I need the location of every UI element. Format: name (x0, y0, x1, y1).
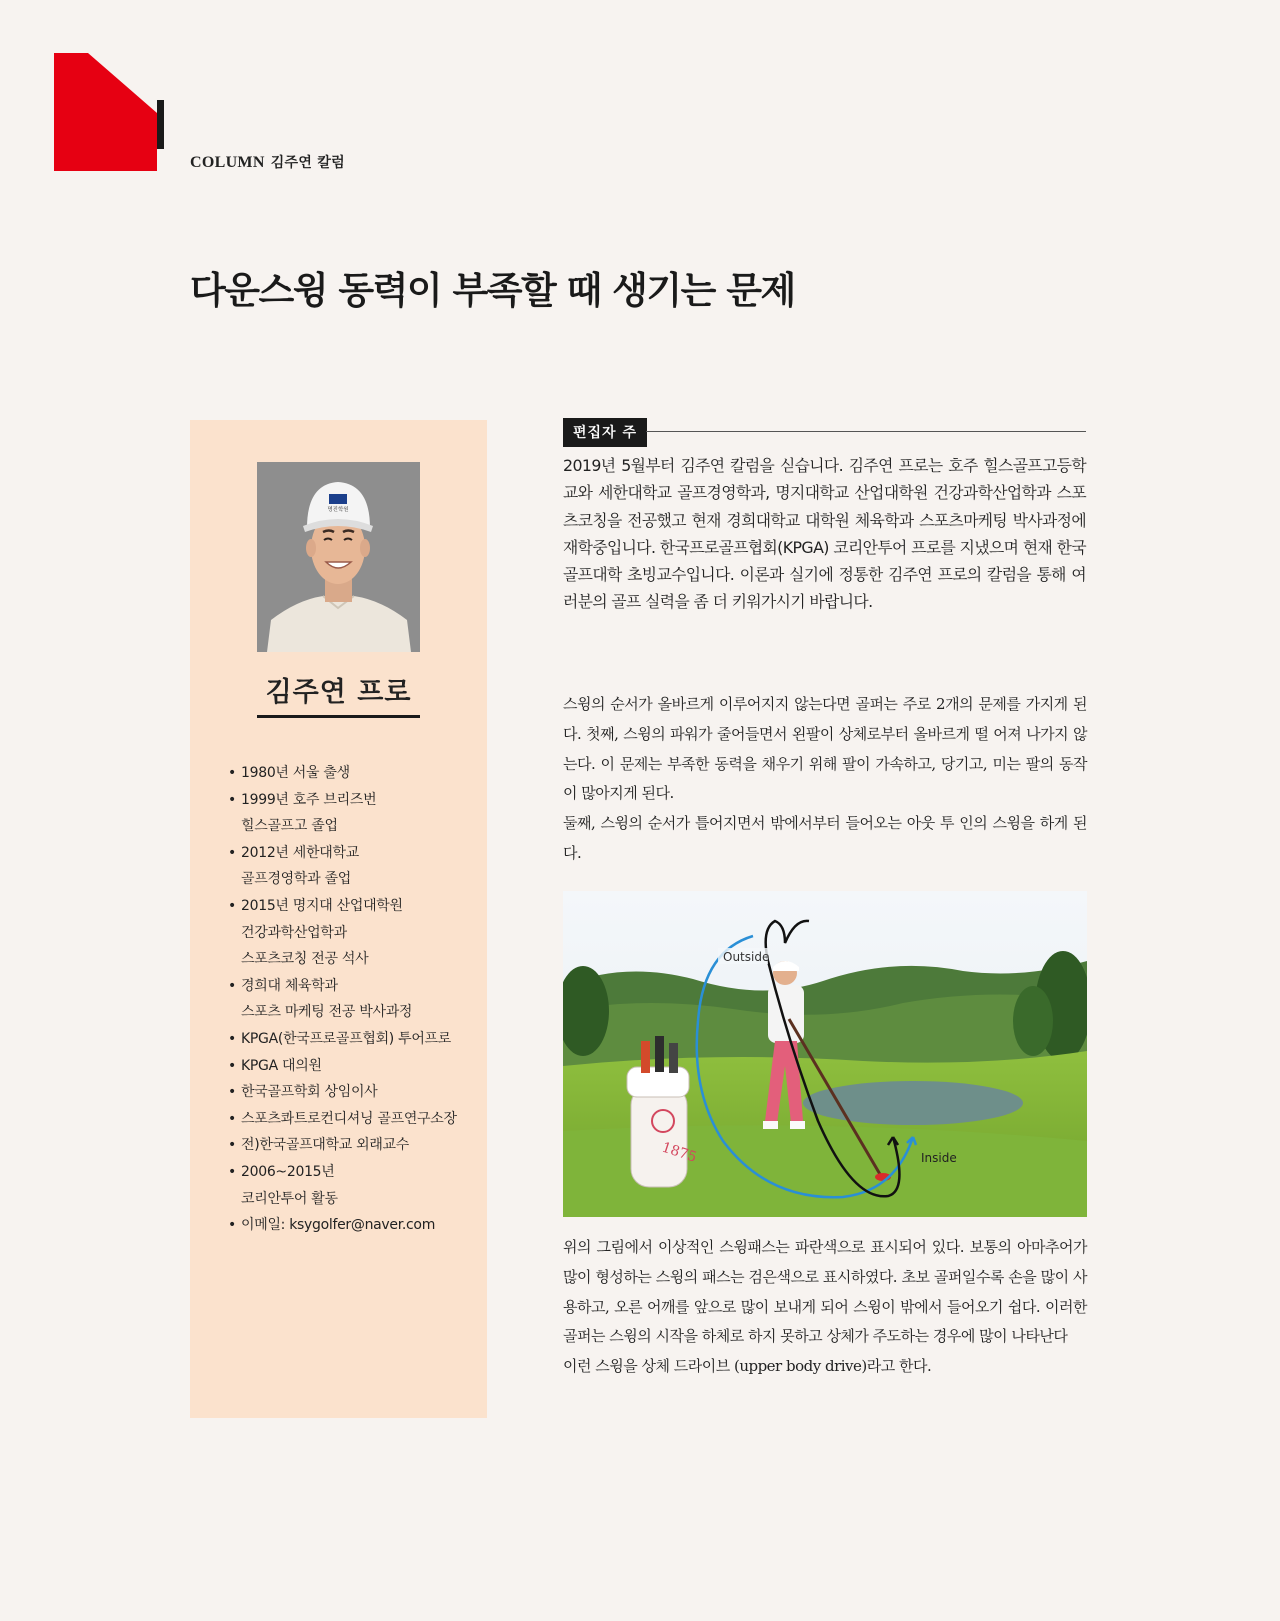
logo-black-bar (157, 100, 164, 149)
bio-item: • 1980년 서울 출생 (228, 760, 478, 787)
bio-item: • KPGA 대의원 (228, 1053, 478, 1080)
editor-note-text: 2019년 5월부터 김주연 칼럼을 싣습니다. 김주연 프로는 호주 힐스골프고등학교와 세한대학교 골프경영학과, 명지대학교 산업대학원 건강과학산업학과 스포츠코칭을 전공했고 현재 경희대학교 대학원 체육학과 스포츠마케팅 박사과정에 재학중입니다. 한국프로골프협회(KPGA) 코리안투어 프로를 지냈으며 현재 한국골프대학 초빙교수입니다. 이론과 실기에 정통한 김주연 프로의 칼럼을 통해 여러분의 골프 실력을 좀 더 키워가시기 바랍니다. (563, 456, 1086, 612)
column-name: 김주연 칼럼 (270, 155, 345, 171)
editor-note-label: 편집자 주 (563, 418, 647, 447)
author-bio-list (228, 760, 478, 1239)
bio-item: • 이메일: ksygolfer@naver.com (228, 1212, 478, 1239)
body-paragraph-2: 위의 그림에서 이상적인 스윙패스는 파란색으로 표시되어 있다. 보통의 아마추어가 많이 형성하는 스윙의 패스는 검은색으로 표시하였다. 초보 골퍼일수록 손을 많이 사용하고, 오른 어깨를 앞으로 많이 보내게 되어 스윙이 밖에서 들어오기 쉽다. 이러한 골퍼는 스윙의 시작을 하체로 하지 못하고 상체가 주도하는 경우에 많이 나타난다 이런 스윙을 상체 드라이브 (upper body drive)라고 한다. (563, 1238, 1087, 1376)
bio-item: • 경희대 체육학과 스포츠 마케팅 전공 박사과정 (228, 973, 478, 1026)
bio-item: • KPGA(한국프로골프협회) 투어프로 (228, 1026, 478, 1053)
inside-label: Inside (921, 1151, 957, 1165)
author-name: 김주연 프로 (265, 677, 412, 708)
bag-logo-text: 1875 (659, 1139, 699, 1166)
logo-red-shape (54, 53, 157, 171)
outside-label: Outside (723, 950, 770, 964)
page-title: 다운스윙 동력이 부족할 때 생기는 문제 (190, 269, 795, 312)
editor-note (563, 418, 1086, 616)
name-underline (257, 715, 420, 718)
editor-note-rule (646, 431, 1086, 432)
bio-item: • 1999년 호주 브리즈번 힐스골프고 졸업 (228, 787, 478, 840)
profile-sidebar (190, 420, 487, 1418)
column-label: COLUMN (190, 154, 265, 171)
author-portrait (257, 462, 420, 652)
editor-note-header (563, 418, 1086, 446)
bio-item: • 2015년 명지대 산업대학원 건강과학산업학과 스포츠코칭 전공 석사 (228, 893, 478, 973)
bio-item: • 전)한국골프대학교 외래교수 (228, 1132, 478, 1159)
swing-path-photo (563, 891, 1087, 1217)
bio-item: • 2012년 세한대학교 골프경영학과 졸업 (228, 840, 478, 893)
column-logo-mark (54, 53, 157, 171)
section-label (190, 152, 345, 172)
bio-item: • 2006~2015년 코리안투어 활동 (228, 1159, 478, 1212)
body-paragraph-1: 스윙의 순서가 올바르게 이루어지지 않는다면 골퍼는 주로 2개의 문제를 가지게 된다. 첫째, 스윙의 파워가 줄어들면서 왼팔이 상체로부터 올바르게 떨 어져 나가지 않는다. 이 문제는 부족한 동력을 채우기 위해 팔이 가속하고, 당기고, 미는 팔의 동작이 많아지게 된다. 둘째, 스윙의 순서가 틀어지면서 밖에서부터 들어오는 아웃 투 인의 스윙을 하게 된다. (563, 695, 1087, 862)
bio-item: • 한국골프학회 상임이사 (228, 1079, 478, 1106)
cap-logo-text: 명진학원 (327, 507, 349, 513)
bio-item: • 스포츠콰트로컨디셔닝 골프연구소장 (228, 1106, 478, 1133)
